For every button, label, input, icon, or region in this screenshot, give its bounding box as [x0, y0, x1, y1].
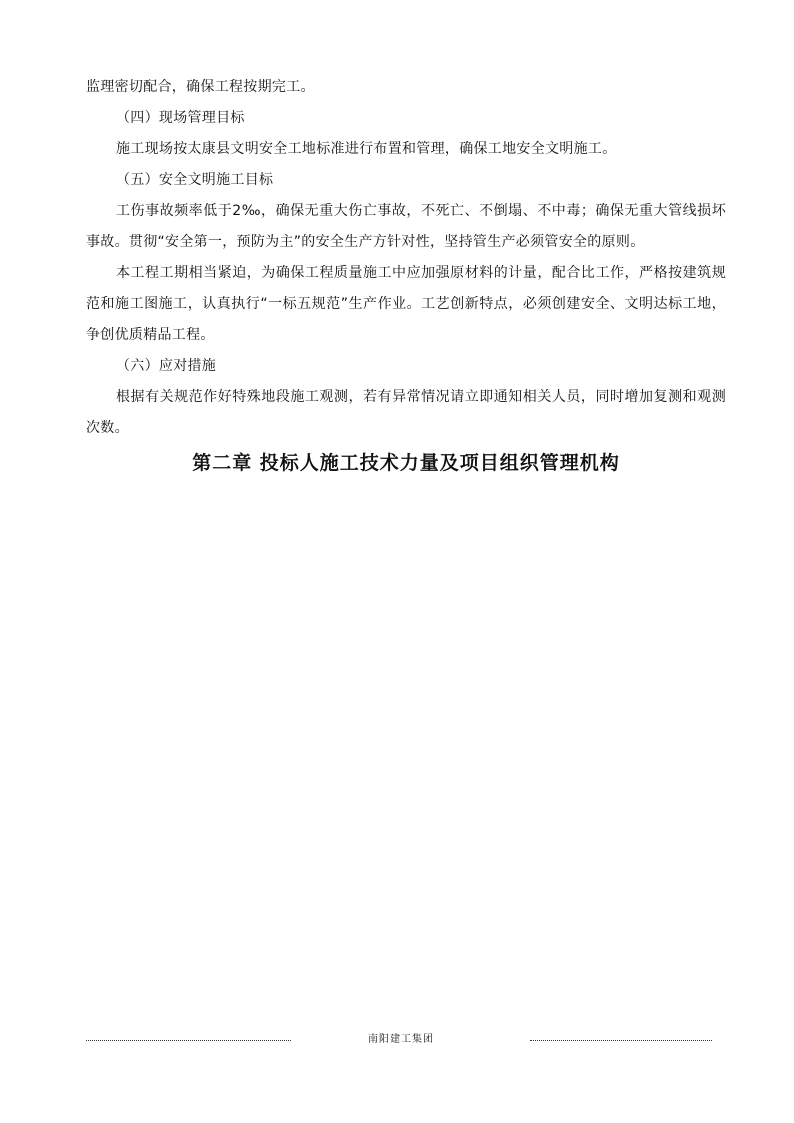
chapter-heading: 第二章 投标人施工技术力量及项目组织管理机构: [192, 452, 620, 474]
document-body: [86, 72, 726, 480]
paragraph-safety: 工伤事故频率低于2‰，确保无重大伤亡事故，不死亡、不倒塌、不中毒；确保无重大管线损坏事故。贯彻“安全第一，预防为主”的安全生产方针对性，坚持管生产必须管安全的原则。: [86, 203, 726, 250]
paragraph-site-management: 施工现场按太康县文明安全工地标准进行布置和管理，确保工地安全文明施工。: [116, 141, 617, 157]
section-heading-safety: （五）安全文明施工目标: [116, 172, 274, 188]
footer-company-name: 南阳建工集团: [368, 1034, 434, 1045]
footer-rule-right: [530, 1040, 712, 1041]
section-heading-site-management: （四）现场管理目标: [116, 110, 245, 126]
footer-rule-left: [86, 1040, 291, 1041]
page-footer: [86, 1032, 712, 1052]
paragraph-continuation: 监理密切配合，确保工程按期完工。: [86, 79, 315, 95]
section-heading-countermeasures: （六）应对措施: [116, 358, 217, 374]
paragraph-quality: 本工程工期相当紧迫，为确保工程质量施工中应加强原材料的计量，配合比工作，严格按建筑规范和施工图施工，认真执行“一标五规范”生产作业。工艺创新特点，必须创建安全、文明达标工地，争创优质精品工程。: [86, 265, 726, 343]
paragraph-countermeasures: 根据有关规范作好特殊地段施工观测，若有异常情况请立即通知相关人员，同时增加复测和观测次数。: [86, 389, 726, 436]
